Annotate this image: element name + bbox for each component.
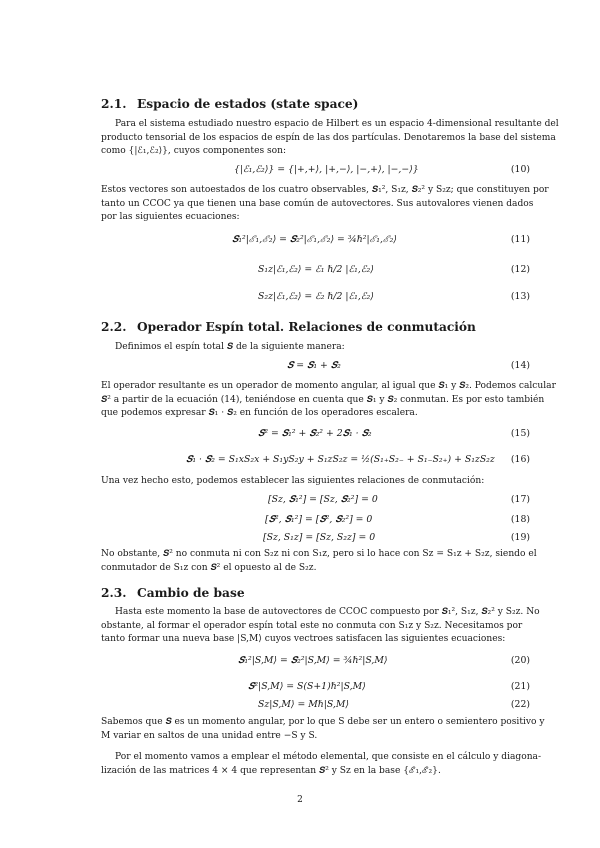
paragraph-observables bbox=[101, 184, 549, 225]
equation-number: (14) bbox=[510, 360, 530, 371]
equation-number: (19) bbox=[510, 532, 530, 543]
equation-19 bbox=[0, 532, 600, 548]
paragraph-total-spin bbox=[101, 341, 531, 355]
text-line: Hasta este momento la base de autovectores de CCOC compuesto por 𝑺₁², S₁z, 𝑺₂² y S₂z. No bbox=[115, 607, 540, 617]
section-heading-2-1 bbox=[101, 97, 358, 111]
paragraph-change-basis bbox=[101, 606, 540, 647]
section-title: Operador Espín total. Relaciones de conmutación bbox=[137, 320, 476, 334]
equation-body: S₁z|ℰ₁,ℰ₂⟩ = ℰ₁ ℏ/2 |ℰ₁,ℰ₂⟩ bbox=[258, 264, 374, 275]
text-line: El operador resultante es un operador de momento angular, al igual que 𝑺₁ y 𝑺₂. Podemos calcular bbox=[101, 381, 556, 391]
section-number: 2.2. bbox=[101, 320, 127, 334]
equation-number: (18) bbox=[510, 514, 530, 525]
section-heading-2-2 bbox=[101, 320, 476, 334]
paragraph-elementary-method bbox=[101, 751, 542, 778]
paragraph-hilbert-space bbox=[101, 118, 559, 159]
page-number: 2 bbox=[297, 795, 303, 805]
text-line: obstante, al formar el operador espín total este no conmuta con S₁z y S₂z. Necesitamos por bbox=[101, 620, 523, 631]
text-line: Una vez hecho esto, podemos establecer las siguientes relaciones de conmutación: bbox=[101, 476, 485, 486]
equation-21 bbox=[0, 681, 600, 697]
section-number: 2.1. bbox=[101, 97, 127, 111]
equation-body: 𝑺₁²|S,M⟩ = 𝑺₂²|S,M⟩ = ¾ℏ²|S,M⟩ bbox=[238, 655, 388, 666]
text-line: conmutador de S₁z con 𝑺² el opuesto al de S₂z. bbox=[101, 562, 317, 573]
equation-number: (20) bbox=[510, 655, 530, 666]
section-title: Cambio de base bbox=[137, 586, 245, 600]
equation-13 bbox=[0, 291, 600, 307]
equation-number: (10) bbox=[510, 164, 530, 175]
equation-17 bbox=[0, 494, 600, 510]
equation-body: 𝑺₁²|ℰ₁,ℰ₂⟩ = 𝑺₂²|ℰ₁,ℰ₂⟩ = ¾ℏ²|ℰ₁,ℰ₂⟩ bbox=[232, 234, 397, 245]
text-line: Definimos el espín total 𝑺 de la siguiente manera: bbox=[115, 342, 345, 352]
paragraph-angular-momentum-values bbox=[101, 716, 545, 743]
text-line: lización de las matrices 4 × 4 que representan 𝑺² y Sz en la base {ℰ₁,ℰ₂}. bbox=[101, 765, 441, 776]
equation-body: Sz|S,M⟩ = Mℏ|S,M⟩ bbox=[258, 699, 350, 710]
paragraph-no-commute bbox=[101, 548, 537, 575]
equation-18 bbox=[0, 514, 600, 530]
equation-body: 𝑺²|S,M⟩ = S(S+1)ℏ²|S,M⟩ bbox=[248, 681, 366, 692]
equation-12 bbox=[0, 264, 600, 280]
equation-15 bbox=[0, 428, 600, 444]
equation-22 bbox=[0, 699, 600, 715]
equation-body: S₂z|ℰ₁,ℰ₂⟩ = ℰ₂ ℏ/2 |ℰ₁,ℰ₂⟩ bbox=[258, 291, 374, 302]
paragraph-commutation-intro bbox=[101, 475, 531, 489]
equation-body: 𝑺 = 𝑺₁ + 𝑺₂ bbox=[287, 360, 341, 371]
text-line: que podemos expresar 𝑺₁ · 𝑺₂ en función de los operadores escalera. bbox=[101, 408, 418, 419]
equation-body: 𝑺₁ · 𝑺₂ = S₁xS₂x + S₁yS₂y + S₁zS₂z = ½(S₁₊S₂₋ + S₁₋S₂₊) + S₁zS₂z bbox=[186, 454, 495, 465]
equation-14 bbox=[0, 360, 600, 376]
equation-number: (16) bbox=[510, 454, 530, 465]
equation-body: [𝑺², 𝑺₁²] = [𝑺², 𝑺₂²] = 0 bbox=[265, 514, 373, 525]
text-line: Por el momento vamos a emplear el método elemental, que consiste en el cálculo y diagona- bbox=[115, 752, 542, 762]
equation-number: (11) bbox=[510, 234, 530, 245]
text-line: No obstante, 𝑺² no conmuta ni con S₂z ni con S₁z, pero si lo hace con Sz = S₁z + S₂z, siendo el bbox=[101, 549, 537, 559]
section-title: Espacio de estados (state space) bbox=[137, 97, 359, 111]
text-line: como {|ℰ₁,ℰ₂⟩}, cuyos componentes son: bbox=[101, 146, 287, 157]
equation-body: [Sz, 𝑺₁²] = [Sz, 𝑺₂²] = 0 bbox=[268, 494, 378, 505]
equation-number: (15) bbox=[510, 428, 530, 439]
text-line: tanto un CCOC ya que tienen una base común de autovectores. Sus autovalores vienen dados bbox=[101, 198, 534, 209]
equation-number: (12) bbox=[510, 264, 530, 275]
text-line: por las siguientes ecuaciones: bbox=[101, 212, 240, 223]
equation-number: (13) bbox=[510, 291, 530, 302]
equation-10 bbox=[0, 164, 600, 180]
text-line: producto tensorial de los espacios de espín de las dos partículas. Denotaremos la base del sistema bbox=[101, 132, 556, 143]
equation-body: {|ℰ₁,ℰ₂⟩} = {|+,+⟩, |+,−⟩, |−,+⟩, |−,−⟩} bbox=[234, 164, 419, 175]
equation-20 bbox=[0, 655, 600, 671]
section-number: 2.3. bbox=[101, 586, 127, 600]
paragraph-angular-momentum bbox=[101, 380, 556, 421]
equation-number: (17) bbox=[510, 494, 530, 505]
text-line: M variar en saltos de una unidad entre −S y S. bbox=[101, 730, 318, 741]
equation-body: [Sz, S₁z] = [Sz, S₂z] = 0 bbox=[263, 532, 376, 543]
text-line: tanto formar una nueva base |S,M⟩ cuyos vectroes satisfacen las siguientes ecuaciones: bbox=[101, 634, 506, 645]
equation-number: (21) bbox=[510, 681, 530, 692]
equation-11 bbox=[0, 234, 600, 250]
text-line: Sabemos que 𝑺 es un momento angular, por lo que S debe ser un entero o semientero positivo y bbox=[101, 717, 545, 727]
text-line: 𝑺² a partir de la ecuación (14), teniéndose en cuenta que 𝑺₁ y 𝑺₂ conmutan. Es por esto también bbox=[101, 394, 545, 405]
section-heading-2-3 bbox=[101, 586, 245, 600]
equation-body: 𝑺² = 𝑺₁² + 𝑺₂² + 2𝑺₁ · 𝑺₂ bbox=[258, 428, 372, 439]
text-line: Para el sistema estudiado nuestro espacio de Hilbert es un espacio 4-dimensional resultante del bbox=[115, 119, 559, 129]
text-line: Estos vectores son autoestados de los cuatro observables, 𝑺₁², S₁z, 𝑺₂² y S₂z; que constituyen por bbox=[101, 185, 549, 195]
equation-number: (22) bbox=[510, 699, 530, 710]
equation-16 bbox=[0, 454, 600, 470]
